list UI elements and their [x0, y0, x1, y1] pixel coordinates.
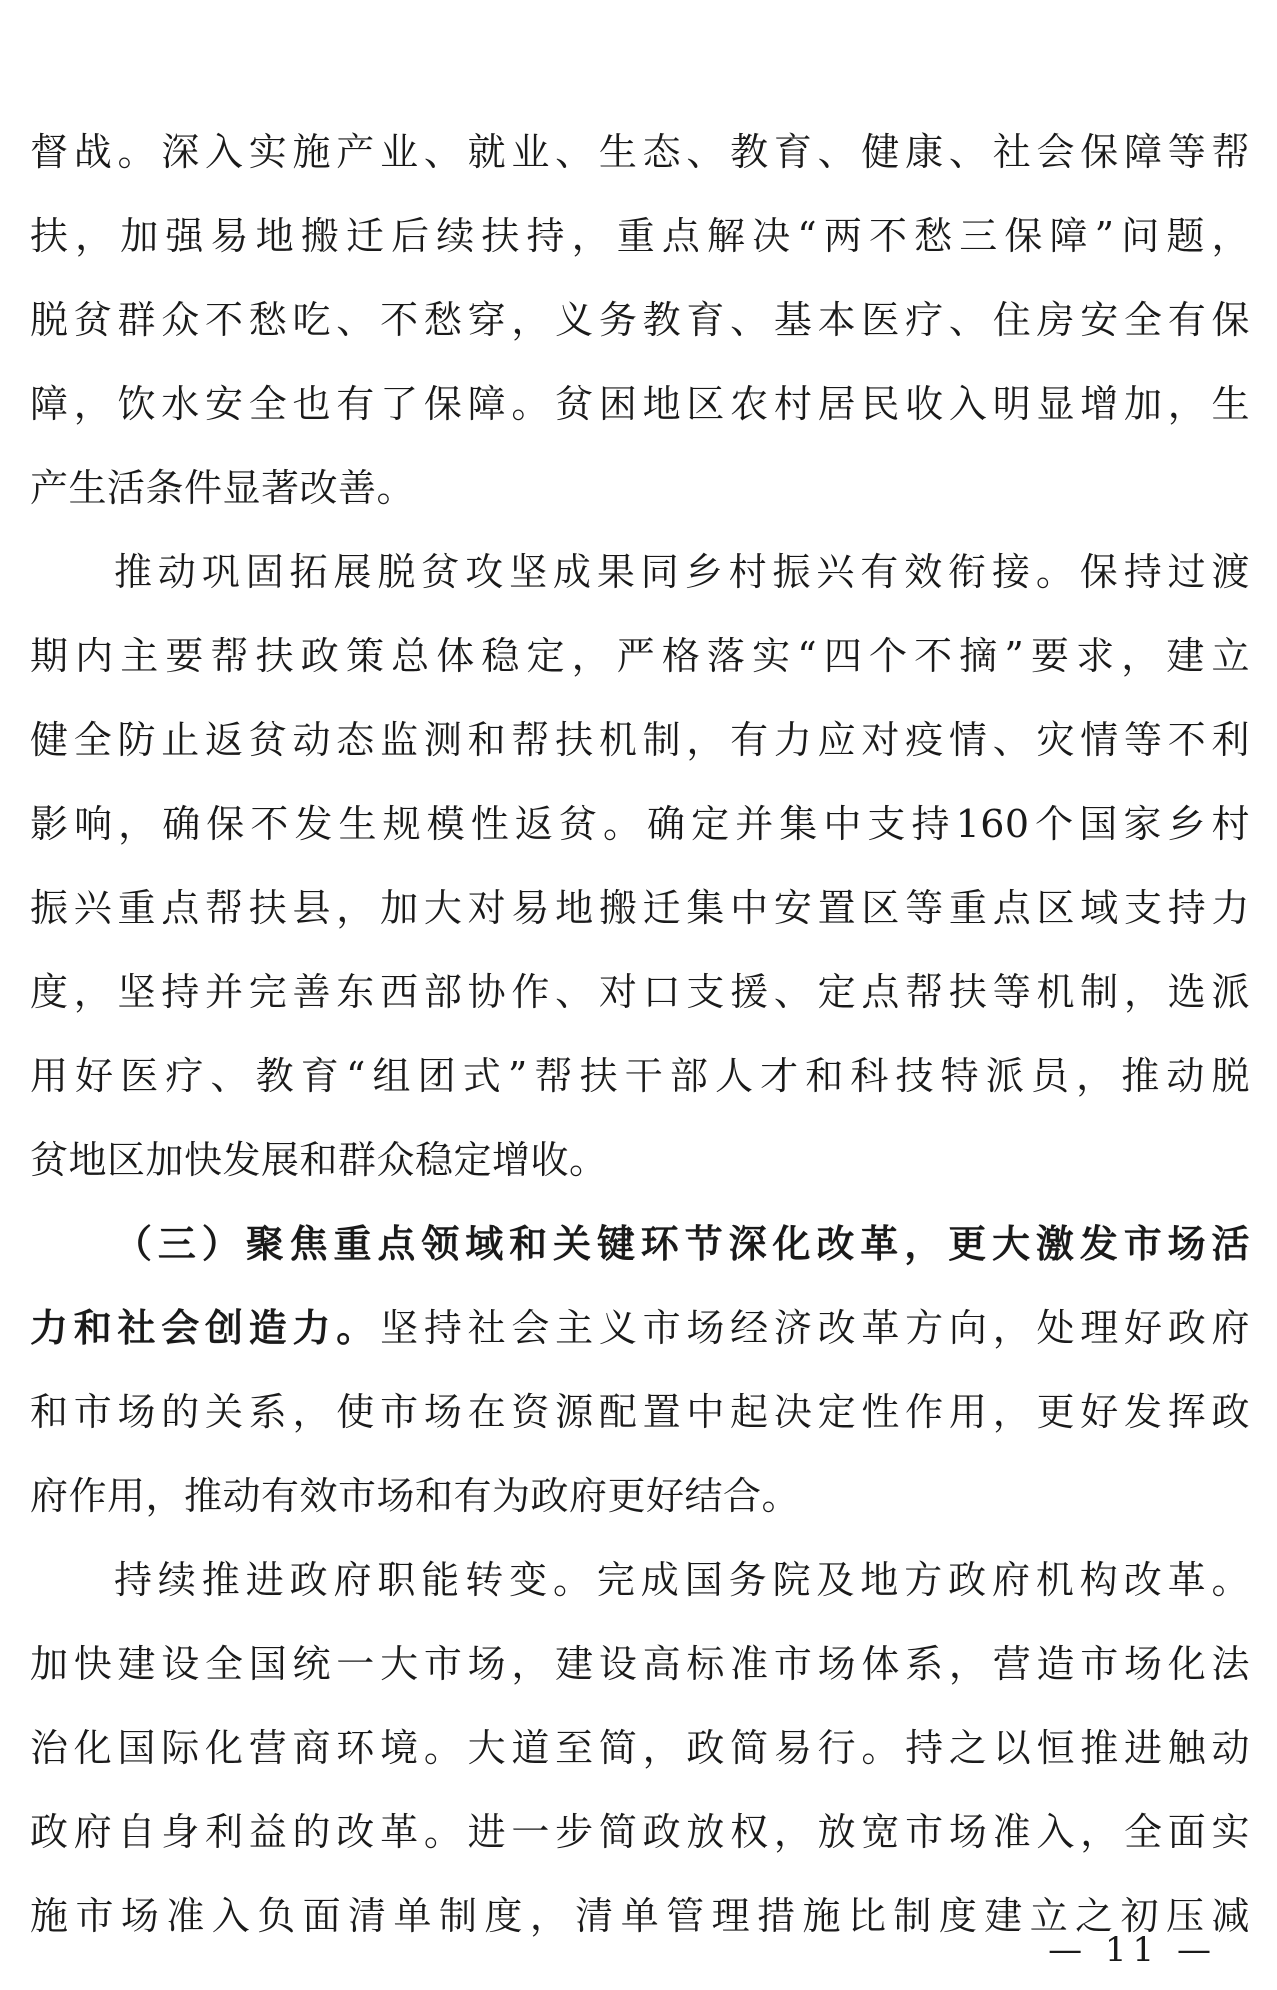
text-line: 治化国际化营商环境。大道至简，政简易行。持之以恒推进触动 — [30, 1726, 1250, 1770]
text-line: 督战。深入实施产业、就业、生态、教育、健康、社会保障等帮 — [30, 130, 1250, 174]
paragraph-1 — [30, 110, 1250, 530]
section-heading-tail: 力和社会创造力。 — [30, 1305, 381, 1350]
text-line: 推动巩固拓展脱贫攻坚成果同乡村振兴有效衔接。保持过渡 — [114, 550, 1250, 594]
text-line: 健全防止返贫动态监测和帮扶机制，有力应对疫情、灾情等不利 — [30, 718, 1250, 762]
text-line: 振兴重点帮扶县，加大对易地搬迁集中安置区等重点区域支持力 — [30, 886, 1250, 930]
page-number: — 11 — — [1048, 1930, 1217, 1970]
text-line: 政府自身利益的改革。进一步简政放权，放宽市场准入，全面实 — [30, 1810, 1250, 1854]
text-line: 产生活条件显著改善。 — [30, 466, 416, 510]
text-line: 和市场的关系，使市场在资源配置中起决定性作用，更好发挥政 — [30, 1390, 1250, 1434]
paragraph-3-section-heading — [30, 1202, 1250, 1538]
paragraph-4 — [30, 1538, 1250, 1958]
text-line: 持续推进政府职能转变。完成国务院及地方政府机构改革。 — [114, 1558, 1250, 1602]
text-line: 扶，加强易地搬迁后续扶持，重点解决“两不愁三保障”问题， — [30, 214, 1250, 258]
text-line: 贫地区加快发展和群众稳定增收。 — [30, 1138, 608, 1182]
text-line: 障，饮水安全也有了保障。贫困地区农村居民收入明显增加，生 — [30, 382, 1250, 426]
paragraph-2 — [30, 530, 1250, 1202]
section-heading-line: （三）聚焦重点领域和关键环节深化改革，更大激发市场活 — [114, 1221, 1250, 1266]
text-segment: 坚持社会主义市场经济改革方向，处理好政府 — [380, 1306, 1250, 1350]
text-line: 施市场准入负面清单制度，清单管理措施比制度建立之初压减 — [30, 1894, 1250, 1938]
text-line: 期内主要帮扶政策总体稳定，严格落实“四个不摘”要求，建立 — [30, 634, 1250, 678]
text-line: 影响，确保不发生规模性返贫。确定并集中支持160个国家乡村 — [30, 802, 1250, 846]
text-line-mixed — [30, 1286, 1250, 1370]
text-line: 府作用，推动有效市场和有为政府更好结合。 — [30, 1474, 801, 1518]
text-line: 度，坚持并完善东西部协作、对口支援、定点帮扶等机制，选派 — [30, 970, 1250, 1014]
text-line: 用好医疗、教育“组团式”帮扶干部人才和科技特派员，推动脱 — [30, 1054, 1250, 1098]
text-line: 加快建设全国统一大市场，建设高标准市场体系，营造市场化法 — [30, 1642, 1250, 1686]
text-line: 脱贫群众不愁吃、不愁穿，义务教育、基本医疗、住房安全有保 — [30, 298, 1250, 342]
document-body — [30, 110, 1250, 1958]
